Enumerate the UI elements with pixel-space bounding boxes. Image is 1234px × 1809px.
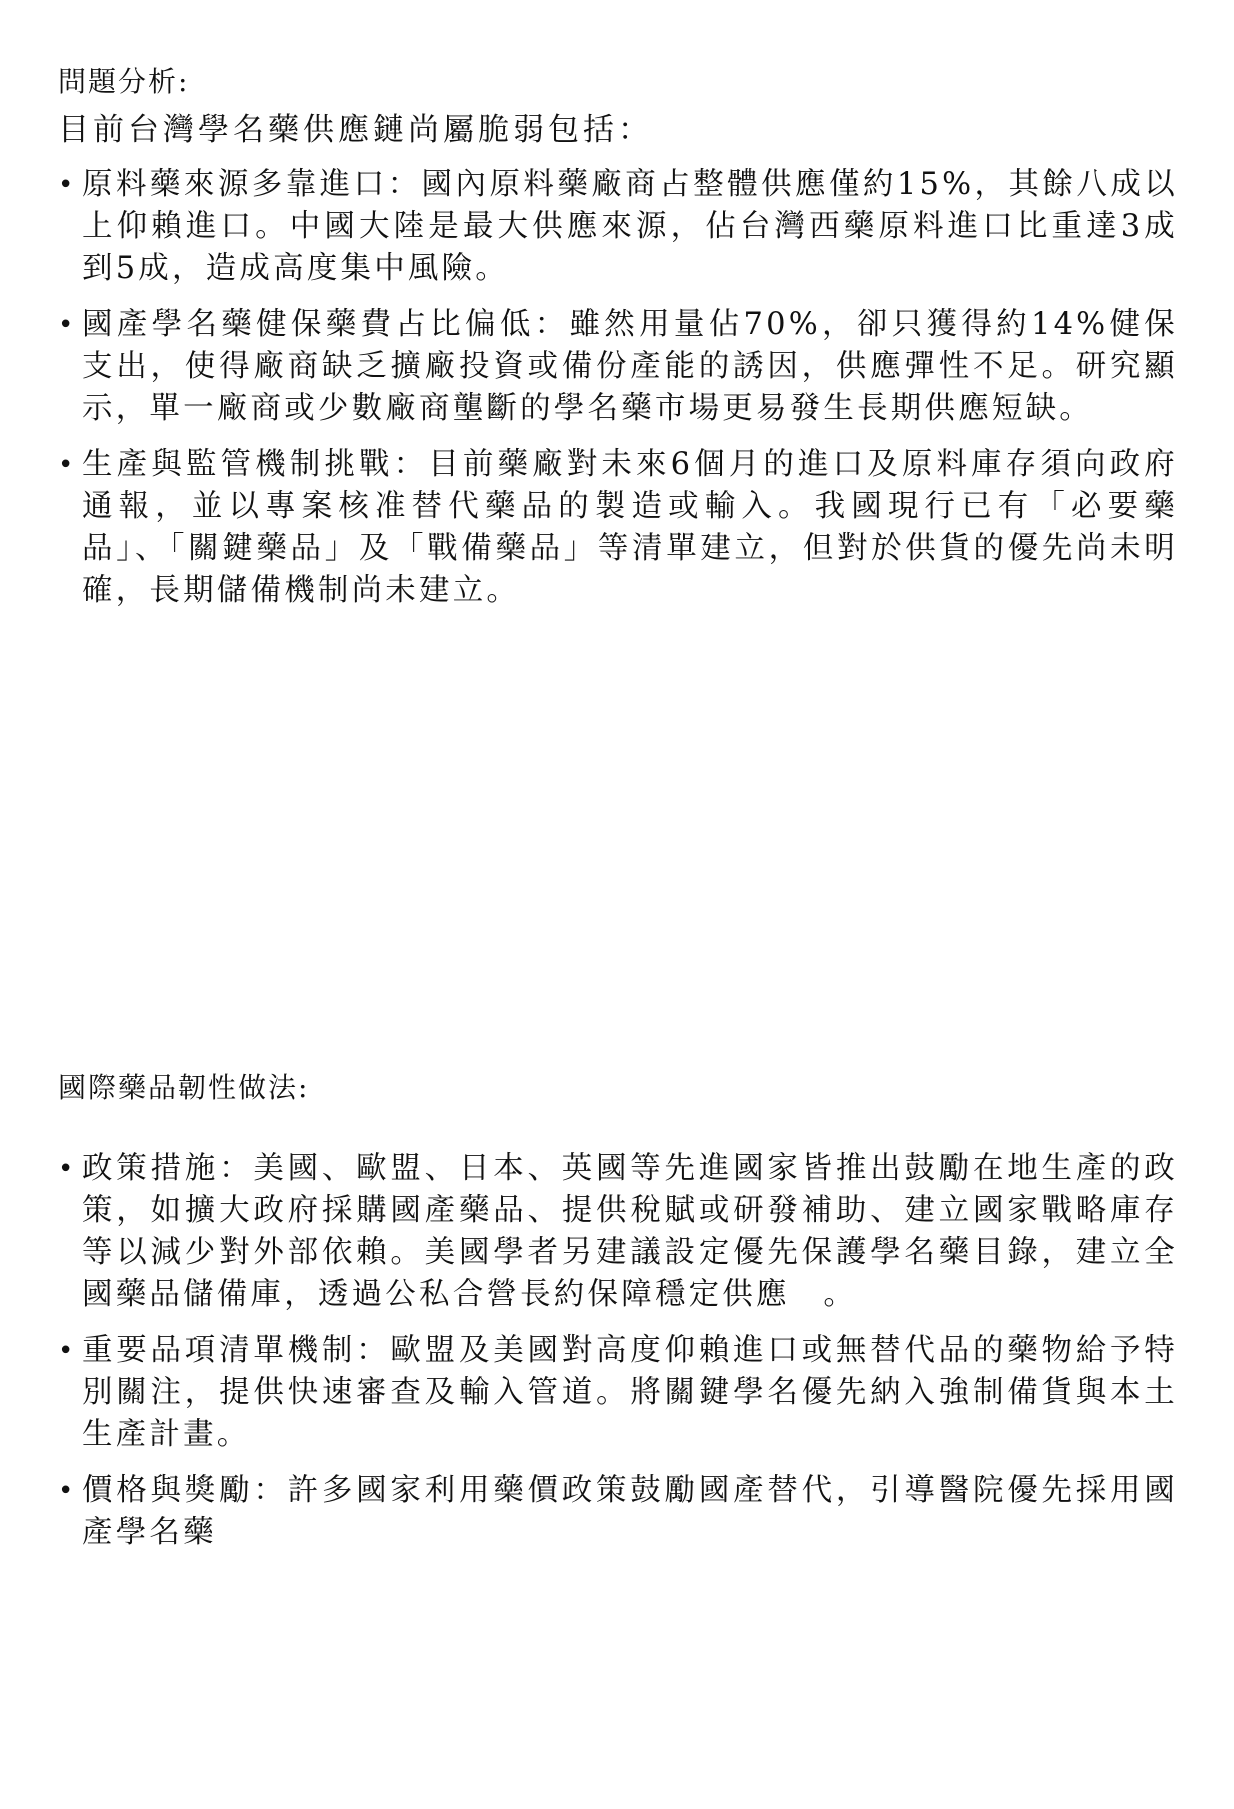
list-item — [58, 1470, 1178, 1554]
list-item — [58, 164, 1178, 290]
list-item-text: 原料藥來源多靠進口：國內原料藥廠商占整體供應僅約15%，其餘八成以上仰賴進口。中國大陸是最大供應來源，佔台灣西藥原料進口比重達3成到5成，造成高度集中風險。 — [82, 167, 1178, 286]
bullet-icon: • — [58, 1476, 77, 1506]
international-practices-section — [58, 1068, 1178, 1568]
list-item — [58, 444, 1178, 612]
list-item-text: 政策措施：美國、歐盟、日本、英國等先進國家皆推出鼓勵在地生產的政策，如擴大政府採購國產藥品、提供稅賦或研發補助、建立國家戰略庫存等以減少對外部依賴。美國學者另建議設定優先保護學名藥目錄，建立全國藥品儲備庫，透過公私合營長約保障穩定供應 。 — [82, 1151, 1178, 1312]
list-item — [58, 1330, 1178, 1456]
international-practices-heading: 國際藥品韌性做法: — [58, 1071, 310, 1104]
problem-analysis-intro: 目前台灣學名藥供應鏈尚屬脆弱包括： — [58, 112, 653, 148]
list-item-text: 國產學名藥健保藥費占比偏低：雖然用量佔70%，卻只獲得約14%健保支出，使得廠商缺乏擴廠投資或備份產能的誘因，供應彈性不足。研究顯示，單一廠商或少數廠商壟斷的學名藥市場更易發生長期供應短缺。 — [82, 307, 1178, 426]
bullet-icon: • — [58, 450, 77, 480]
bullet-icon: • — [58, 1154, 77, 1184]
list-item-text: 重要品項清單機制：歐盟及美國對高度仰賴進口或無替代品的藥物給予特別關注，提供快速審查及輸入管道。將關鍵學名優先納入強制備貨與本土生產計畫。 — [82, 1333, 1178, 1452]
problem-analysis-heading: 問題分析: — [58, 65, 190, 98]
bullet-icon: • — [58, 310, 77, 340]
list-item — [58, 304, 1178, 430]
bullet-icon: • — [58, 170, 77, 200]
bullet-icon: • — [58, 1336, 77, 1366]
problem-analysis-list — [58, 164, 1178, 612]
list-item-text: 價格與獎勵：許多國家利用藥價政策鼓勵國產替代，引導醫院優先採用國產學名藥 — [82, 1473, 1178, 1550]
list-item-text: 生產與監管機制挑戰：目前藥廠對未來6個月的進口及原料庫存須向政府通報，並以專案核准替代藥品的製造或輸入。我國現行已有「必要藥品」、「關鍵藥品」及「戰備藥品」等清單建立，但對於供貨的優先尚未明確，長期儲備機制尚未建立。 — [82, 447, 1178, 608]
list-item — [58, 1148, 1178, 1316]
problem-analysis-section — [58, 62, 1178, 626]
international-practices-list — [58, 1148, 1178, 1554]
